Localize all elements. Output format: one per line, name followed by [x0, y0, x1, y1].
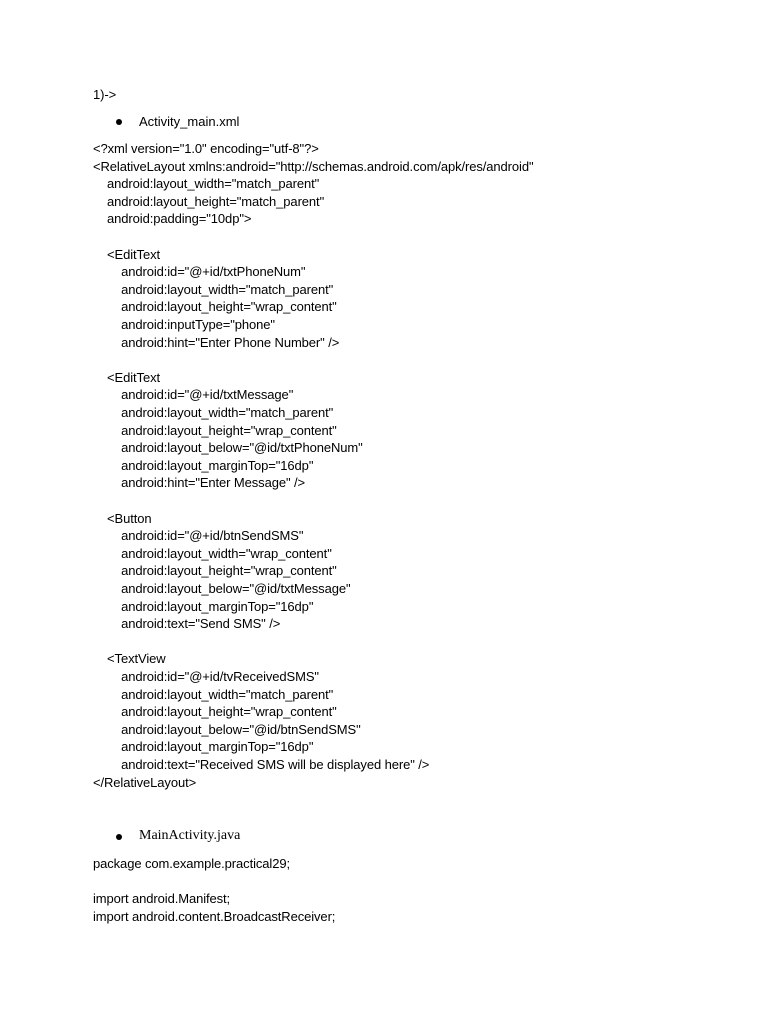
code-line: android:layout_width="match_parent"	[93, 405, 334, 420]
code-line: android:hint="Enter Phone Number" />	[93, 334, 340, 350]
code-line: android:padding="10dp">	[93, 211, 252, 227]
code-line: android:layout_width="wrap_content"	[93, 545, 332, 561]
code-line: android:layout_marginTop="16dp"	[93, 739, 314, 755]
code-line: <Button	[93, 510, 152, 526]
code-line: android:layout_height="wrap_content"	[93, 704, 337, 720]
code-line: <EditText	[93, 246, 160, 262]
code-line: android:layout_width="match_parent"	[93, 686, 334, 702]
bullet-activity-main-xml: Activity_main.xml	[139, 114, 240, 129]
code-line: </RelativeLayout>	[93, 774, 197, 790]
code-line: <RelativeLayout xmlns:android="http://schemas.android.com/apk/res/android"	[93, 158, 534, 174]
code-line: android:text="Send SMS" />	[93, 616, 281, 632]
code-line: android:layout_below="@id/txtMessage"	[93, 581, 351, 596]
code-line: android:inputType="phone"	[93, 317, 275, 332]
code-line: android:layout_marginTop="16dp"	[93, 457, 314, 473]
code-line: android:layout_width="match_parent"	[93, 176, 320, 192]
code-line: <?xml version="1.0" encoding="utf-8"?>	[93, 141, 319, 156]
code-line: android:layout_height="wrap_content"	[93, 563, 337, 579]
code-line: android:layout_below="@id/btnSendSMS"	[93, 721, 361, 737]
code-line: android:layout_marginTop="16dp"	[93, 598, 314, 614]
code-line: import android.Manifest;	[93, 891, 231, 907]
code-line: android:id="@+id/txtMessage"	[93, 387, 294, 403]
code-line: <TextView	[93, 651, 166, 667]
bullet-icon	[116, 834, 122, 840]
code-line: android:layout_height="wrap_content"	[93, 422, 337, 438]
code-line: android:id="@+id/tvReceivedSMS"	[93, 669, 319, 684]
code-line: <EditText	[93, 369, 160, 385]
code-line: android:layout_height="match_parent"	[93, 193, 325, 209]
code-line: android:id="@+id/btnSendSMS"	[93, 528, 304, 544]
code-line: android:layout_below="@id/txtPhoneNum"	[93, 440, 363, 456]
code-line: import android.content.BroadcastReceiver;	[93, 908, 336, 924]
bullet-icon	[116, 119, 122, 125]
code-line: android:layout_width="match_parent"	[93, 281, 334, 297]
code-line: android:id="@+id/txtPhoneNum"	[93, 264, 306, 280]
code-line: android:layout_height="wrap_content"	[93, 299, 337, 315]
code-line: android:hint="Enter Message" />	[93, 475, 306, 491]
code-line: package com.example.practical29;	[93, 856, 290, 871]
code-line: android:text="Received SMS will be displayed here" />	[93, 757, 430, 772]
question-heading: 1)->	[93, 87, 117, 102]
bullet-mainactivity-java: MainActivity.java	[139, 828, 241, 843]
